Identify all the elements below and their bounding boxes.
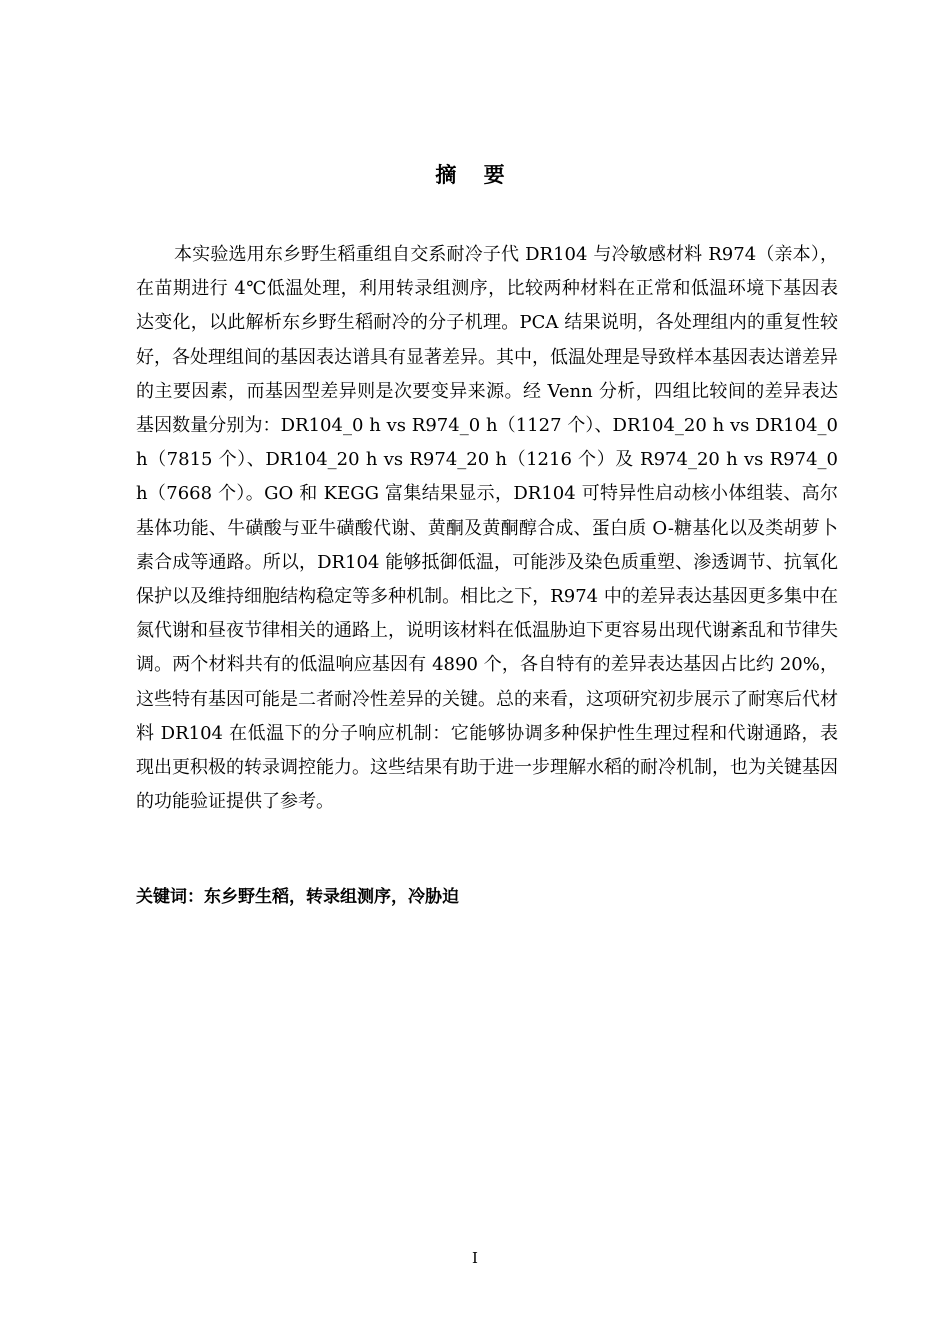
keywords-line: 关键词：东乡野生稻，转录组测序，冷胁迫 <box>136 887 459 907</box>
page-number: I <box>472 1249 478 1267</box>
abstract-title: 摘 要 <box>435 163 515 187</box>
abstract-body: 本实验选用东乡野生稻重组自交系耐冷子代 DR104 与冷敏感材料 R974（亲本），在苗期进行 4℃低温处理，利用转录组测序，比较两种材料在正常和低温环境下基因表达变化，以此解析东乡野生稻耐冷的分子机理。PCA 结果说明，各处理组内的重复性较好，各处理组间的基因表达谱具有显著差异。其中，低温处理是导致样本基因表达谱差异的主要因素，而基因型差异则是次要变异来源。经 Venn 分析，四组比较间的差异表达基因数量分别为：DR104_0 h vs R974_0 h（1127 个）、DR104_20 h vs DR104_0 h（7815 个）、DR104_20 h vs R974_20 h（1216 个）及 R974_20 h vs R974_0 h（7668 个）。GO 和 KEGG 富集结果显示，DR104 可特异性启动核小体组装、高尔基体功能、牛磺酸与亚牛磺酸代谢、黄酮及黄酮醇合成、蛋白质 O-糖基化以及类胡萝卜素合成等通路。所以，DR104 能够抵御低温，可能涉及染色质重塑、渗透调节、抗氧化保护以及维持细胞结构稳定等多种机制。相比之下，R974 中的差异表达基因更多集中在氮代谢和昼夜节律相关的通路上，说明该材料在低温胁迫下更容易出现代谢紊乱和节律失调。两个材料共有的低温响应基因有 4890 个，各自特有的差异表达基因占比约 20%，这些特有基因可能是二者耐冷性差异的关键。总的来看，这项研究初步展示了耐寒后代材料 DR104 在低温下的分子响应机制：它能够协调多种保护性生理过程和代谢通路，表现出更积极的转录调控能力。这些结果有助于进一步理解水稻的耐冷机制，也为关键基因的功能验证提供了参考。 <box>136 244 838 813</box>
